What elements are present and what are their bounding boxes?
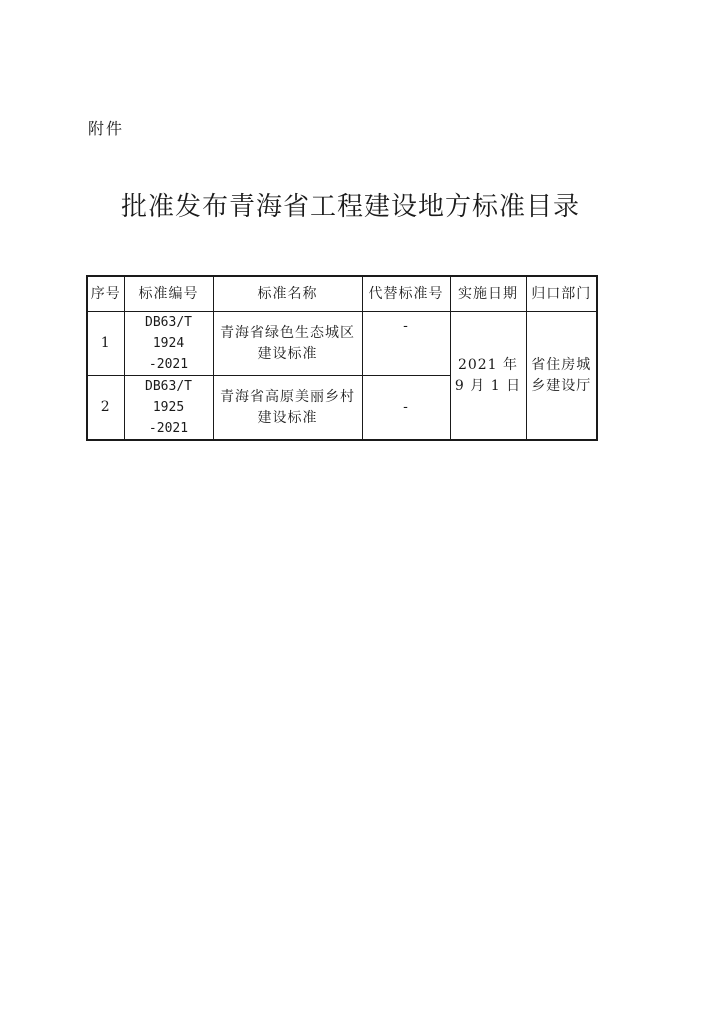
department-line2: 乡建设厅 [531,377,592,394]
standard-name-line2: 建设标准 [257,409,318,426]
row-index: 2 [87,376,124,441]
standard-code-line1: DB63/T 1925 [145,379,192,415]
standards-table [86,275,598,441]
effective-date-line2: 9 月 1 日 [454,377,522,394]
header-department: 归口部门 [526,276,597,312]
header-standard-code: 标准编号 [124,276,213,312]
header-effective-date: 实施日期 [450,276,526,312]
standard-code-line1: DB63/T 1924 [145,315,192,351]
attachment-label: 附件 [88,119,125,138]
row-index: 1 [87,312,124,376]
effective-date-line1: 2021 年 [457,356,519,373]
department-line1: 省住房城 [531,356,592,373]
effective-date [450,312,526,441]
header-index: 序号 [87,276,124,312]
document-title: 批准发布青海省工程建设地方标准目录 [120,192,580,222]
standard-name [213,312,362,376]
table-header-row [87,276,597,312]
standard-name-line1: 青海省高原美丽乡村 [220,388,355,405]
table-row [87,312,597,376]
standard-name [213,376,362,441]
standard-code [124,376,213,441]
replaces-value: - [362,312,450,376]
header-replaces: 代替标准号 [362,276,450,312]
standard-name-line2: 建设标准 [257,345,318,362]
standard-name-line1: 青海省绿色生态城区 [220,324,355,341]
header-standard-name: 标准名称 [213,276,362,312]
standard-code-line2: -2021 [148,421,189,436]
standard-code [124,312,213,376]
replaces-value: - [362,376,450,441]
standard-code-line2: -2021 [148,357,189,372]
department [526,312,597,441]
